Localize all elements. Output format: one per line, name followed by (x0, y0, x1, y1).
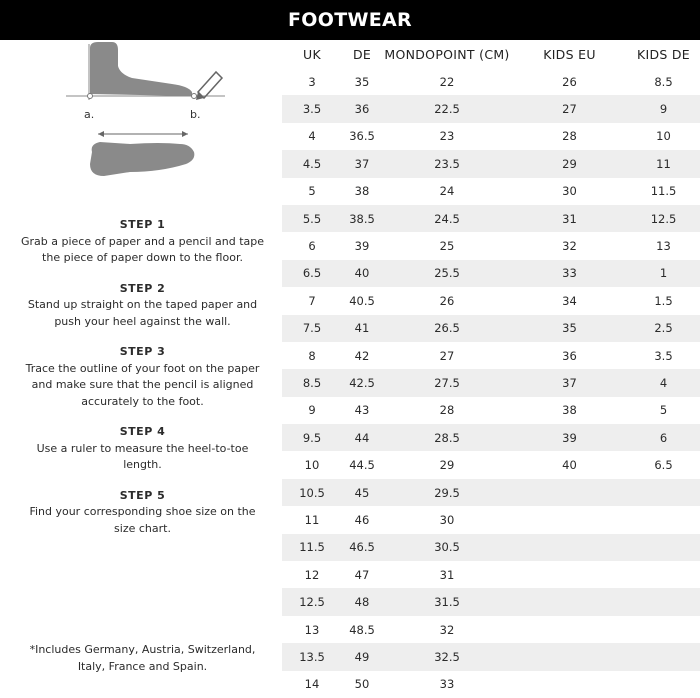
cell-kids-eu: 37 (512, 369, 627, 396)
cell-mondopoint: 24 (439, 184, 455, 199)
table-row (282, 369, 700, 396)
cell-kids-de (627, 643, 700, 670)
cell-kids-de: 9 (627, 95, 700, 122)
table-row (282, 95, 700, 122)
cell-mondopoint: 28 (439, 403, 455, 418)
cell-de: 44.5 (349, 458, 375, 473)
page-header (0, 0, 700, 40)
cell-kids-de: 11 (627, 150, 700, 177)
cell-kids-eu: 33 (512, 260, 627, 287)
step-text: Trace the outline of your foot on the paper and make sure that the pencil is aligned accurately to the foot. (25, 361, 260, 408)
cell-uk: 5 (308, 184, 316, 199)
cell-uk: 4.5 (282, 150, 342, 177)
table-row (282, 588, 700, 615)
table-row (282, 178, 700, 205)
table-row (282, 123, 700, 150)
step-text: Use a ruler to measure the heel-to-toe length. (36, 441, 249, 471)
cell-de: 37 (342, 150, 382, 177)
cell-mondopoint: 32.5 (382, 643, 512, 670)
cell-uk: 13.5 (282, 643, 342, 670)
table-row (282, 643, 700, 670)
cell-uk: 8.5 (282, 369, 342, 396)
size-chart-table (282, 40, 700, 698)
cell-mondopoint: 25.5 (382, 260, 512, 287)
cell-kids-de: 13 (656, 239, 671, 254)
cell-kids-de (627, 534, 700, 561)
step-text: Find your corresponding shoe size on the size chart. (29, 505, 256, 535)
table-row (282, 397, 700, 424)
table-row (282, 150, 700, 177)
cell-uk: 9.5 (282, 424, 342, 451)
table-row (282, 534, 700, 561)
cell-de: 41 (342, 315, 382, 342)
cell-mondopoint: 32 (439, 622, 455, 637)
cell-kids-de (627, 506, 700, 533)
cell-kids-eu: 27 (512, 95, 627, 122)
foot-side-icon (90, 42, 192, 96)
cell-kids-eu (512, 479, 627, 506)
cell-de: 49 (342, 643, 382, 670)
cell-mondopoint: 23 (439, 129, 455, 144)
label-b: b. (190, 108, 201, 121)
cell-kids-eu (512, 534, 627, 561)
cell-kids-eu (512, 643, 627, 670)
column-header-mondopoint: MONDOPOINT (CM) (384, 46, 510, 62)
cell-mondopoint: 33 (439, 677, 455, 692)
cell-de: 43 (354, 403, 370, 418)
cell-kids-de (627, 616, 700, 643)
table-row (282, 287, 700, 314)
cell-kids-de: 8.5 (654, 74, 673, 89)
step-text: Grab a piece of paper and a pencil and tape the piece of paper down to the floor. (20, 234, 264, 264)
cell-uk: 3.5 (282, 95, 342, 122)
table-row (282, 260, 700, 287)
cell-kids-de: 12.5 (627, 205, 700, 232)
cell-kids-eu (512, 588, 627, 615)
cell-kids-de (627, 671, 700, 698)
cell-de: 48 (342, 588, 382, 615)
steps-list (20, 217, 265, 551)
table-row (282, 232, 700, 259)
cell-de: 45 (342, 479, 382, 506)
cell-mondopoint: 24.5 (382, 205, 512, 232)
cell-uk: 13 (304, 622, 320, 637)
table-header-row (282, 40, 700, 68)
cell-mondopoint: 30.5 (382, 534, 512, 561)
foot-top-icon (90, 142, 194, 176)
cell-de: 36 (342, 95, 382, 122)
point-b-marker (192, 94, 197, 99)
cell-kids-eu (512, 506, 627, 533)
cell-uk: 10 (304, 458, 320, 473)
cell-kids-eu: 35 (512, 315, 627, 342)
step-4 (20, 424, 265, 474)
cell-kids-de: 11.5 (650, 184, 677, 199)
column-header-uk: UK (303, 46, 321, 62)
cell-de: 46 (354, 512, 370, 527)
step-title: STEP 2 (119, 281, 166, 295)
cell-kids-de: 3.5 (654, 348, 673, 363)
cell-de: 39 (354, 239, 370, 254)
cell-kids-eu: 28 (562, 129, 577, 144)
table-row (282, 506, 700, 533)
cell-kids-eu (512, 616, 627, 643)
cell-mondopoint: 30 (439, 512, 455, 527)
cell-uk: 6 (308, 239, 316, 254)
label-a: a. (84, 108, 95, 121)
table-row (282, 342, 700, 369)
column-header-kids-de: KIDS DE (636, 46, 691, 62)
cell-kids-eu: 30 (562, 184, 577, 199)
cell-uk: 7.5 (282, 315, 342, 342)
cell-uk: 7 (308, 293, 316, 308)
cell-uk: 9 (308, 403, 316, 418)
cell-de: 46.5 (342, 534, 382, 561)
cell-uk: 11.5 (282, 534, 342, 561)
foot-measurement-diagram (60, 40, 230, 190)
footnote: *Includes Germany, Austria, Switzerland, Italy, France and Spain. (29, 643, 256, 673)
table-row (282, 68, 700, 95)
table-row (282, 451, 700, 478)
cell-kids-eu: 32 (562, 239, 577, 254)
cell-mondopoint: 22 (439, 74, 455, 89)
table-row (282, 479, 700, 506)
cell-mondopoint: 28.5 (382, 424, 512, 451)
cell-de: 44 (342, 424, 382, 451)
cell-uk: 3 (308, 74, 316, 89)
cell-de: 48.5 (349, 622, 375, 637)
cell-kids-de: 1.5 (654, 293, 673, 308)
cell-uk: 12.5 (282, 588, 342, 615)
step-title: STEP 1 (119, 218, 166, 231)
cell-uk: 6.5 (282, 260, 342, 287)
step-title: STEP 4 (119, 425, 166, 438)
cell-de: 35 (354, 74, 370, 89)
cell-mondopoint: 27.5 (382, 369, 512, 396)
cell-mondopoint: 31 (439, 567, 455, 582)
cell-de: 38.5 (342, 205, 382, 232)
cell-de: 38 (354, 184, 370, 199)
cell-mondopoint: 27 (439, 348, 455, 363)
column-header-kids-eu: KIDS EU (543, 46, 596, 62)
step-text: Stand up straight on the taped paper and push your heel against the wall. (27, 298, 258, 328)
cell-kids-eu: 34 (562, 293, 577, 308)
table-row (282, 424, 700, 451)
step-5 (20, 488, 265, 538)
cell-de: 40.5 (349, 293, 375, 308)
cell-kids-eu: 40 (562, 458, 577, 473)
cell-de: 36.5 (349, 129, 375, 144)
cell-mondopoint: 26 (439, 293, 455, 308)
cell-kids-eu: 29 (512, 150, 627, 177)
cell-kids-eu: 31 (512, 205, 627, 232)
measuring-guide (0, 40, 272, 695)
point-a-marker (88, 94, 93, 99)
step-1 (20, 217, 265, 267)
cell-kids-de (627, 561, 700, 588)
cell-mondopoint: 31.5 (382, 588, 512, 615)
cell-mondopoint: 26.5 (382, 315, 512, 342)
cell-kids-de: 5 (659, 403, 668, 418)
cell-mondopoint: 22.5 (382, 95, 512, 122)
cell-kids-de: 6.5 (654, 458, 673, 473)
cell-mondopoint: 25 (439, 239, 455, 254)
table-row (282, 561, 700, 588)
cell-kids-eu: 26 (562, 74, 577, 89)
column-header-de: DE (352, 46, 372, 62)
step-title: STEP 5 (119, 488, 166, 502)
page-title: FOOTWEAR (288, 9, 412, 31)
cell-de: 47 (354, 567, 370, 582)
cell-de: 40 (342, 260, 382, 287)
cell-uk: 5.5 (282, 205, 342, 232)
cell-uk: 11 (304, 512, 320, 527)
table-row (282, 616, 700, 643)
cell-kids-eu (512, 671, 627, 698)
cell-de: 50 (354, 677, 370, 692)
cell-kids-de: 2.5 (627, 315, 700, 342)
cell-kids-de: 6 (627, 424, 700, 451)
table-row (282, 205, 700, 232)
cell-kids-eu: 36 (562, 348, 577, 363)
cell-kids-de (627, 479, 700, 506)
cell-uk: 14 (304, 677, 320, 692)
cell-de: 42 (354, 348, 370, 363)
length-arrow-icon (98, 131, 188, 137)
cell-kids-eu: 38 (562, 403, 577, 418)
cell-de: 42.5 (342, 369, 382, 396)
table-row (282, 315, 700, 342)
cell-kids-eu (512, 561, 627, 588)
cell-mondopoint: 29 (439, 458, 455, 473)
cell-uk: 12 (304, 567, 320, 582)
table-row (282, 671, 700, 698)
cell-kids-de: 1 (627, 260, 700, 287)
cell-uk: 4 (308, 129, 316, 144)
cell-uk: 10.5 (282, 479, 342, 506)
step-2 (20, 281, 265, 331)
step-3 (20, 344, 265, 410)
cell-kids-de: 4 (627, 369, 700, 396)
cell-kids-eu: 39 (512, 424, 627, 451)
step-title: STEP 3 (119, 345, 166, 358)
size-rows (282, 68, 700, 698)
cell-uk: 8 (308, 348, 316, 363)
cell-mondopoint: 23.5 (382, 150, 512, 177)
cell-kids-de: 10 (656, 129, 671, 144)
cell-kids-de (627, 588, 700, 615)
cell-mondopoint: 29.5 (382, 479, 512, 506)
